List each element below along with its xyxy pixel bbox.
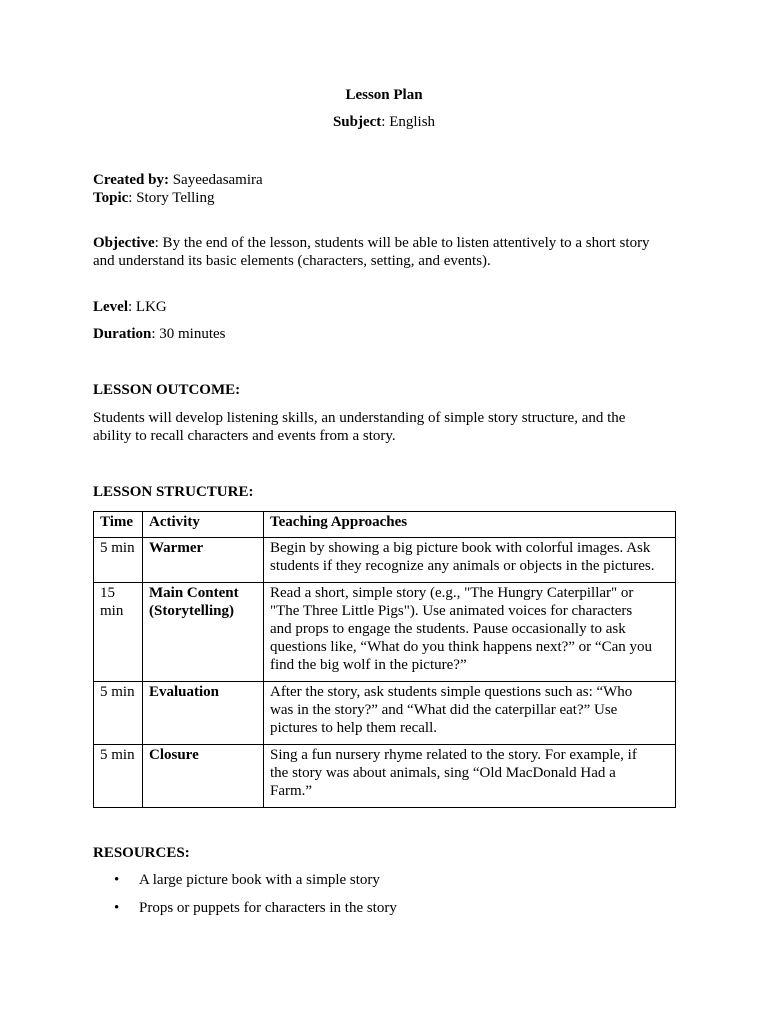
duration-line [93, 325, 675, 343]
structure-heading-text: LESSON STRUCTURE: [93, 484, 254, 500]
duration-value: : 30 minutes [151, 326, 226, 342]
activity-cell [143, 745, 264, 808]
approach-text: "The Three Little Pigs"). Use animated voices for characters [270, 603, 633, 619]
approach-text: Farm.” [270, 783, 313, 799]
subject-label: Subject [332, 114, 382, 130]
resources-heading [93, 844, 675, 862]
approach-text: find the big wolf in the picture?” [270, 657, 467, 673]
level-line [93, 298, 675, 316]
activity-text: Main Content [149, 585, 239, 601]
created-by-label: Created by: [93, 172, 169, 188]
table-row [94, 538, 676, 583]
time-text: 5 min [100, 540, 135, 556]
objective-label: Objective [93, 235, 155, 251]
activity-cell [143, 538, 264, 583]
time-text: min [100, 603, 124, 619]
time-cell [94, 745, 143, 808]
created-by-value: Sayeedasamira [168, 172, 263, 188]
lesson-structure-table [93, 511, 676, 808]
page-title: Lesson Plan [345, 87, 423, 103]
outcome-line-2: ability to recall characters and events from a story. [93, 428, 396, 444]
time-text: 5 min [100, 684, 135, 700]
time-cell [94, 538, 143, 583]
resources-list [93, 871, 397, 927]
column-header-time: Time [94, 512, 143, 538]
time-text: 5 min [100, 747, 135, 763]
list-item [93, 899, 397, 917]
approach-text: and props to engage the students. Pause occasionally to ask [270, 621, 626, 637]
column-header-activity: Activity [143, 512, 264, 538]
column-header-approaches: Teaching Approaches [264, 512, 676, 538]
activity-text: (Storytelling) [149, 603, 234, 619]
structure-heading [93, 483, 675, 501]
approach-text: Read a short, simple story (e.g., "The Hungry Caterpillar" or [270, 585, 634, 601]
level-label: Level [93, 299, 128, 315]
table-row [94, 745, 676, 808]
subject-line [93, 114, 675, 131]
activity-text: Closure [149, 747, 199, 763]
approach-text: was in the story?” and “What did the caterpillar eat?” Use [270, 702, 618, 718]
activity-text: Evaluation [149, 684, 220, 700]
list-item [93, 871, 397, 889]
approach-cell [264, 682, 676, 745]
bullet-icon: • [114, 900, 120, 916]
duration-label: Duration [93, 326, 152, 342]
resources-heading-text: RESOURCES: [93, 845, 190, 861]
resource-text: A large picture book with a simple story [139, 872, 380, 888]
topic-line [93, 189, 675, 207]
outcome-heading-text: LESSON OUTCOME: [93, 382, 241, 398]
time-cell [94, 583, 143, 682]
resource-text: Props or puppets for characters in the story [139, 900, 397, 916]
objective-text-1: : By the end of the lesson, students will be able to listen attentively to a short story [154, 235, 650, 251]
activity-text: Warmer [149, 540, 204, 556]
bullet-icon: • [114, 872, 120, 888]
time-text: 15 [100, 585, 115, 601]
approach-text: the story was about animals, sing “Old MacDonald Had a [270, 765, 616, 781]
outcome-line-1: Students will develop listening skills, an understanding of simple story structure, and the [93, 410, 626, 426]
table-header-row [94, 512, 676, 538]
approach-cell [264, 583, 676, 682]
approach-text: students if they recognize any animals or objects in the pictures. [270, 558, 655, 574]
approach-text: Sing a fun nursery rhyme related to the story. For example, if [270, 747, 637, 763]
level-value: : LKG [128, 299, 167, 315]
approach-text: After the story, ask students simple questions such as: “Who [270, 684, 633, 700]
subject-value: : English [381, 114, 436, 130]
topic-value: : Story Telling [128, 190, 215, 206]
table-row [94, 682, 676, 745]
objective-line-1 [93, 234, 675, 252]
table-row [94, 583, 676, 682]
objective-line-2: and understand its basic elements (characters, setting, and events). [93, 253, 491, 269]
time-cell [94, 682, 143, 745]
created-by-line [93, 171, 675, 189]
approach-cell [264, 538, 676, 583]
approach-cell [264, 745, 676, 808]
approach-text: pictures to help them recall. [270, 720, 438, 736]
activity-cell [143, 682, 264, 745]
activity-cell [143, 583, 264, 682]
approach-text: questions like, “What do you think happens next?” or “Can you [270, 639, 652, 655]
topic-label: Topic [93, 190, 129, 206]
approach-text: Begin by showing a big picture book with colorful images. Ask [270, 540, 651, 556]
outcome-heading [93, 381, 675, 399]
